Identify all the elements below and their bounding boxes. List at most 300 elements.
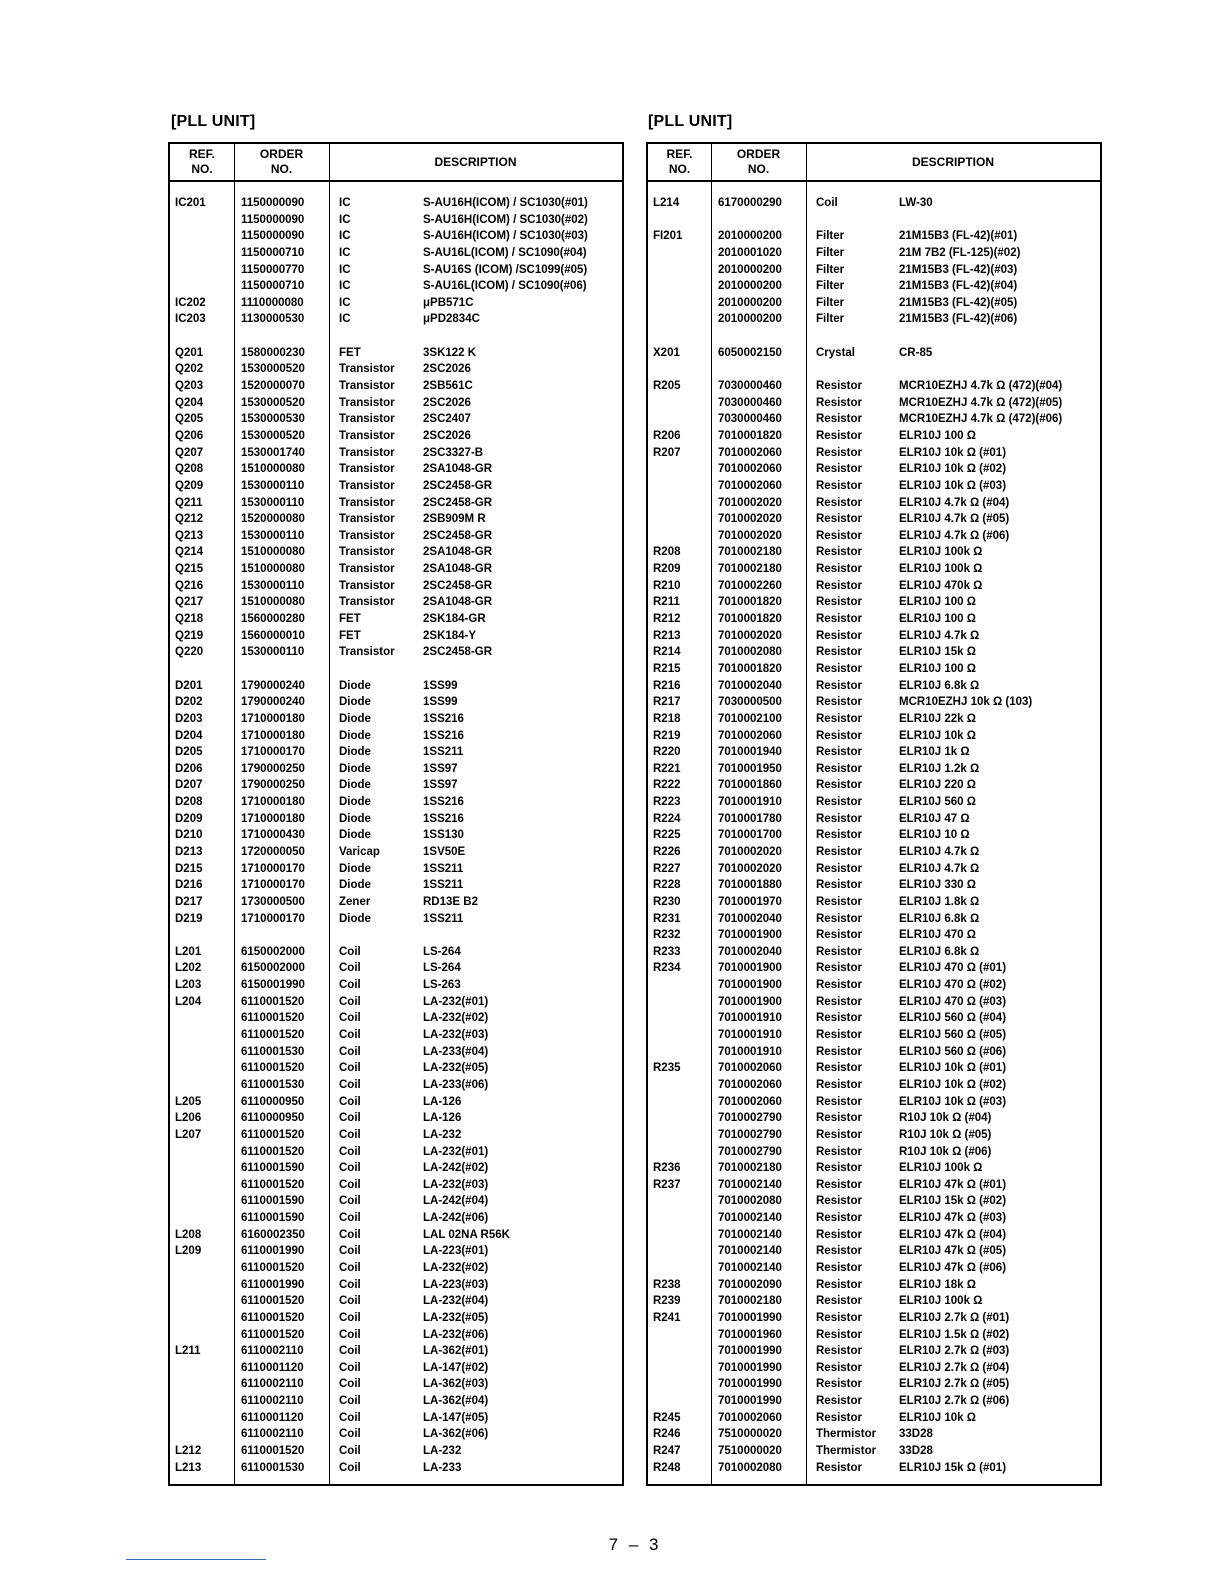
part-type-cell: Transistor: [339, 363, 395, 376]
part-type-cell: IC: [339, 280, 351, 293]
table-row: [648, 1228, 1100, 1245]
part-spec-cell: ELR10J 47k Ω (#06): [899, 1262, 1007, 1274]
part-spec-cell: LA-362(#06): [423, 1428, 489, 1441]
part-spec-cell: ELR10J 470 Ω (#02): [899, 979, 1007, 992]
part-spec-cell: ELR10J 100k Ω: [899, 1162, 983, 1175]
table-row: [170, 978, 622, 995]
ref-no-cell: R234: [653, 962, 681, 975]
part-type-cell: Coil: [339, 1278, 361, 1291]
part-spec-cell: LA-126: [423, 1112, 462, 1125]
order-no-header: [711, 144, 806, 180]
order-no-cell: 6110001590: [241, 1162, 305, 1175]
table-row: [648, 1161, 1100, 1178]
order-no-cell: 6110002110: [241, 1378, 304, 1391]
part-spec-cell: ELR10J 560 Ω (#06): [899, 1045, 1007, 1058]
order-no-cell: 1790000240: [241, 696, 305, 709]
order-no-cell: 1530000110: [241, 579, 305, 592]
part-spec-cell: ELR10J 100 Ω: [899, 596, 976, 609]
table-row: [170, 1244, 622, 1261]
table-row: [170, 246, 622, 263]
ref-no-cell: L208: [175, 1228, 202, 1241]
ref-no-cell: R206: [653, 429, 681, 442]
part-type-cell: Resistor: [816, 513, 863, 526]
table-row: [170, 379, 622, 396]
part-spec-cell: 2SA1048-GR: [423, 463, 493, 476]
ref-no-cell: R208: [653, 546, 681, 559]
order-no-cell: 7010002040: [718, 912, 782, 925]
part-spec-cell: MCR10EZHJ 4.7k Ω (472)(#06): [899, 413, 1063, 426]
order-no-cell: 1510000080: [241, 463, 305, 476]
table-row: [170, 346, 622, 363]
table-row: [170, 1394, 622, 1411]
ref-no-cell: R236: [653, 1162, 681, 1175]
part-type-cell: Resistor: [816, 812, 863, 825]
table-row: [170, 1294, 622, 1311]
part-spec-cell: ELR10J 15k Ω: [899, 646, 976, 659]
part-type-cell: Coil: [816, 197, 838, 209]
ref-no-cell: R219: [653, 729, 681, 742]
part-type-cell: Resistor: [816, 1195, 863, 1208]
table-row: [648, 928, 1100, 945]
part-spec-cell: ELR10J 100 Ω: [899, 429, 976, 442]
part-spec-cell: ELR10J 10k Ω: [899, 1411, 976, 1424]
part-type-cell: Resistor: [816, 1228, 863, 1241]
part-type-cell: Coil: [339, 995, 361, 1008]
table-row: [648, 978, 1100, 995]
part-type-cell: Coil: [339, 962, 361, 975]
table-row: [170, 512, 622, 529]
part-spec-cell: 1SS211: [423, 879, 464, 892]
part-spec-cell: 1SS211: [423, 862, 464, 875]
order-no-cell: 6110002110: [241, 1345, 304, 1358]
part-spec-cell: 2SA1048-GR: [423, 596, 493, 609]
table-row: [170, 529, 622, 546]
part-type-cell: Coil: [339, 1212, 361, 1225]
order-no-cell: 6110000950: [241, 1112, 305, 1125]
table-row: [170, 662, 622, 679]
part-type-cell: Resistor: [816, 1411, 863, 1424]
ref-no-cell: R216: [653, 679, 681, 692]
table-row: [648, 745, 1100, 762]
part-type-cell: Filter: [816, 263, 845, 276]
ref-no-cell: D215: [175, 862, 203, 875]
order-no-cell: 1520000080: [241, 513, 305, 526]
part-type-cell: Resistor: [816, 1029, 863, 1042]
part-type-cell: Resistor: [816, 1078, 863, 1091]
part-type-cell: Coil: [339, 1378, 361, 1391]
part-type-cell: Resistor: [816, 1012, 863, 1025]
table-row: [170, 462, 622, 479]
ref-no-cell: D206: [175, 762, 203, 775]
table-row: [648, 1394, 1100, 1411]
order-no-cell: 1530000520: [241, 429, 305, 442]
part-type-cell: Coil: [339, 1128, 361, 1141]
order-no-cell: 7010002040: [718, 945, 782, 958]
part-type-cell: IC: [339, 197, 351, 209]
table-row: [648, 462, 1100, 479]
part-spec-cell: LA-232: [423, 1445, 462, 1458]
table-row: [170, 1128, 622, 1145]
part-type-cell: Coil: [339, 1328, 361, 1341]
part-spec-cell: ELR10J 47 Ω: [899, 812, 970, 825]
order-no-cell: 7010002140: [718, 1228, 782, 1241]
part-type-cell: Transistor: [339, 546, 395, 559]
part-type-cell: Coil: [339, 1195, 361, 1208]
ref-no-cell: Q214: [175, 546, 204, 559]
table-row: [648, 1278, 1100, 1295]
part-spec-cell: μPB571C: [423, 296, 474, 309]
part-type-cell: Resistor: [816, 613, 863, 626]
part-type-cell: Transistor: [339, 446, 395, 459]
order-no-cell: 7010001990: [718, 1395, 782, 1408]
ref-no-cell: L201: [175, 945, 202, 958]
part-spec-cell: 33D28: [899, 1445, 933, 1458]
ref-no-cell: D205: [175, 746, 203, 759]
order-no-cell: 1530001740: [241, 446, 305, 459]
table-row: [648, 828, 1100, 845]
ref-no-cell: R228: [653, 879, 681, 892]
part-spec-cell: LA-362(#04): [423, 1395, 489, 1408]
ref-no-cell: R226: [653, 845, 681, 858]
part-spec-cell: LA-242(#06): [423, 1212, 489, 1225]
part-type-cell: Coil: [339, 1345, 361, 1358]
part-type-cell: Resistor: [816, 596, 863, 609]
table-row: [648, 1061, 1100, 1078]
part-type-cell: IC: [339, 246, 351, 259]
ref-no-cell: Q220: [175, 646, 204, 659]
order-no-cell: 7030000500: [718, 696, 782, 709]
part-type-cell: Resistor: [816, 1328, 863, 1341]
part-type-cell: Transistor: [339, 463, 395, 476]
order-no-cell: 7010001910: [718, 1012, 782, 1025]
ref-no-cell: X201: [653, 346, 680, 359]
part-spec-cell: 2SB561C: [423, 380, 473, 393]
part-spec-cell: LA-147(#02): [423, 1361, 489, 1374]
part-spec-cell: ELR10J 470 Ω (#01): [899, 962, 1007, 975]
order-no-cell: 7010002140: [718, 1178, 782, 1191]
part-spec-cell: 2SC3327-B: [423, 446, 484, 459]
table-row: [170, 961, 622, 978]
part-type-cell: Resistor: [816, 380, 863, 393]
part-spec-cell: LA-232(#02): [423, 1012, 489, 1025]
order-no-cell: 7010001970: [718, 895, 782, 908]
table-row: [648, 362, 1100, 379]
part-spec-cell: 1SS211: [423, 746, 464, 759]
order-no-cell: 2010000200: [718, 263, 782, 276]
order-no-cell: 7010002180: [718, 563, 782, 576]
table-row: [170, 279, 622, 296]
table-row: [170, 562, 622, 579]
ref-no-cell: Q211: [175, 496, 203, 509]
order-no-cell: 6110001520: [241, 1012, 305, 1025]
part-spec-cell: LA-233(#06): [423, 1078, 489, 1091]
part-type-cell: Coil: [339, 1295, 361, 1308]
order-no-cell: 7010002020: [718, 529, 782, 542]
order-no-cell: 7010001820: [718, 662, 782, 675]
order-no-cell: 7010002080: [718, 646, 782, 659]
ref-no-cell: R220: [653, 746, 681, 759]
part-type-cell: Diode: [339, 762, 371, 775]
part-type-cell: Resistor: [816, 1378, 863, 1391]
table-row: [170, 1078, 622, 1095]
part-type-cell: Coil: [339, 1311, 361, 1324]
order-no-cell: 1580000230: [241, 346, 305, 359]
table-row: [170, 795, 622, 812]
order-no-cell: 7510000020: [718, 1445, 782, 1458]
table-row: [170, 362, 622, 379]
order-no-cell: 7010002060: [718, 479, 782, 492]
table-row: [648, 845, 1100, 862]
ref-no-cell: Q204: [175, 396, 204, 409]
table-row: [648, 512, 1100, 529]
ref-no-cell: R215: [653, 662, 681, 675]
order-no-cell: 1720000050: [241, 845, 305, 858]
table-row: [170, 479, 622, 496]
ref-no-cell: R237: [653, 1178, 681, 1191]
order-no-cell: 1790000240: [241, 679, 305, 692]
part-type-cell: Diode: [339, 862, 371, 875]
part-type-cell: Resistor: [816, 1128, 863, 1141]
ref-no-cell: Q209: [175, 479, 204, 492]
ref-no-cell: D213: [175, 845, 203, 858]
description-header: [329, 144, 622, 180]
part-type-cell: Coil: [339, 1178, 361, 1191]
part-spec-cell: 2SB909M R: [423, 513, 486, 526]
part-type-cell: Diode: [339, 712, 371, 725]
ref-no-cell: D202: [175, 696, 203, 709]
part-spec-cell: LA-232(#04): [423, 1295, 489, 1308]
table-row: [170, 729, 622, 746]
part-spec-cell: 1SS216: [423, 812, 464, 825]
ref-no-cell: D210: [175, 829, 203, 842]
part-spec-cell: μPD2834C: [423, 313, 480, 326]
part-spec-cell: 2SC2026: [423, 396, 471, 409]
part-type-cell: Diode: [339, 729, 371, 742]
order-no-cell: 7010002790: [718, 1145, 782, 1158]
part-spec-cell: 2SC2407: [423, 413, 471, 426]
ref-no-cell: Q219: [175, 629, 204, 642]
part-spec-cell: 2SC2458-GR: [423, 479, 493, 492]
ref-no-cell: L204: [175, 995, 202, 1008]
table-row: [648, 895, 1100, 912]
ref-no-cell: Q206: [175, 429, 204, 442]
order-no-cell: 7010001700: [718, 829, 782, 842]
table-row: [170, 329, 622, 346]
order-no-cell: 1130000530: [241, 313, 305, 326]
part-type-cell: Resistor: [816, 1295, 863, 1308]
part-spec-cell: LA-147(#05): [423, 1411, 489, 1424]
ref-no-cell: Q216: [175, 579, 204, 592]
table-row: [648, 1328, 1100, 1345]
table-header: [648, 144, 1100, 182]
order-no-cell: 6110001520: [241, 1295, 305, 1308]
table-row: [648, 729, 1100, 746]
part-type-cell: Filter: [816, 246, 845, 259]
ref-no-cell: D219: [175, 912, 203, 925]
ref-no-cell: Q208: [175, 463, 204, 476]
order-header-line1: ORDER: [259, 147, 304, 161]
ref-no-header: [170, 144, 234, 180]
part-spec-cell: 2SA1048-GR: [423, 563, 493, 576]
order-no-cell: 7010001900: [718, 995, 782, 1008]
part-spec-cell: LA-223(#03): [423, 1278, 489, 1291]
part-spec-cell: ELR10J 10k Ω (#01): [899, 1062, 1007, 1075]
table-row: [170, 995, 622, 1012]
order-no-cell: 2010000200: [718, 280, 782, 293]
order-no-cell: 7010001990: [718, 1311, 782, 1324]
part-type-cell: Coil: [339, 1162, 361, 1175]
ref-no-cell: FI201: [653, 230, 683, 243]
order-no-cell: 7010001990: [718, 1378, 782, 1391]
part-type-cell: Resistor: [816, 1178, 863, 1191]
table-row: [170, 878, 622, 895]
part-spec-cell: ELR10J 18k Ω: [899, 1278, 976, 1291]
part-type-cell: Resistor: [816, 829, 863, 842]
part-spec-cell: ELR10J 10k Ω (#02): [899, 1078, 1007, 1091]
ref-no-cell: L206: [175, 1112, 202, 1125]
table-row: [648, 1444, 1100, 1461]
part-type-cell: Coil: [339, 979, 361, 992]
order-no-cell: 7010001990: [718, 1345, 782, 1358]
ref-no-cell: R232: [653, 929, 681, 942]
order-no-cell: 1530000110: [241, 496, 305, 509]
order-no-cell: 1150000090: [241, 197, 305, 209]
ref-no-cell: R239: [653, 1295, 681, 1308]
part-spec-cell: LW-30: [899, 197, 933, 209]
table-row: [648, 1028, 1100, 1045]
order-no-cell: 6170000290: [718, 197, 782, 209]
part-type-cell: Coil: [339, 1045, 361, 1058]
part-spec-cell: ELR10J 560 Ω: [899, 796, 976, 809]
order-header-line1: ORDER: [736, 147, 781, 161]
part-type-cell: Transistor: [339, 413, 395, 426]
ref-no-cell: Q217: [175, 596, 204, 609]
order-no-cell: 7010002080: [718, 1195, 782, 1208]
order-no-cell: 6110001530: [241, 1045, 305, 1058]
part-spec-cell: ELR10J 15k Ω (#02): [899, 1195, 1007, 1208]
order-no-cell: 7010001900: [718, 979, 782, 992]
order-no-cell: 7010001820: [718, 613, 782, 626]
order-no-cell: 1520000070: [241, 380, 305, 393]
part-type-cell: Resistor: [816, 962, 863, 975]
part-type-cell: Resistor: [816, 679, 863, 692]
part-spec-cell: S-AU16L(ICOM) / SC1090(#06): [423, 280, 587, 293]
part-spec-cell: 33D28: [899, 1428, 933, 1441]
ref-no-cell: D201: [175, 679, 203, 692]
part-type-cell: Resistor: [816, 712, 863, 725]
order-no-cell: 1730000500: [241, 895, 305, 908]
part-spec-cell: ELR10J 560 Ω (#05): [899, 1029, 1007, 1042]
part-type-cell: Resistor: [816, 929, 863, 942]
part-type-cell: Resistor: [816, 879, 863, 892]
order-no-cell: 1710000180: [241, 796, 305, 809]
part-spec-cell: ELR10J 15k Ω (#01): [899, 1461, 1007, 1474]
part-type-cell: IC: [339, 213, 351, 226]
order-no-cell: 6110001520: [241, 1062, 305, 1075]
order-no-cell: 1710000170: [241, 746, 305, 759]
order-no-cell: 6150002000: [241, 945, 305, 958]
part-type-cell: FET: [339, 346, 361, 359]
ref-no-header: [648, 144, 711, 180]
table-row: [648, 246, 1100, 263]
right-table-body: [648, 196, 1100, 1477]
table-row: [648, 1427, 1100, 1444]
table-row: [170, 828, 622, 845]
part-type-cell: Diode: [339, 679, 371, 692]
part-spec-cell: ELR10J 47k Ω (#04): [899, 1228, 1007, 1241]
ref-no-cell: D208: [175, 796, 203, 809]
ref-no-cell: R224: [653, 812, 681, 825]
part-type-cell: Coil: [339, 1461, 361, 1474]
order-no-cell: 7030000460: [718, 413, 782, 426]
order-no-cell: 7010001820: [718, 429, 782, 442]
part-type-cell: Transistor: [339, 563, 395, 576]
table-row: [648, 213, 1100, 230]
part-spec-cell: ELR10J 4.7k Ω (#06): [899, 529, 1010, 542]
table-row: [648, 679, 1100, 696]
order-no-cell: 7010002260: [718, 579, 782, 592]
table-row: [648, 1178, 1100, 1195]
part-spec-cell: LAL 02NA R56K: [423, 1228, 510, 1241]
order-no-cell: 7010002060: [718, 463, 782, 476]
part-type-cell: Resistor: [816, 429, 863, 442]
part-type-cell: Resistor: [816, 396, 863, 409]
order-no-cell: 7010002060: [718, 1411, 782, 1424]
part-type-cell: Resistor: [816, 1062, 863, 1075]
order-no-cell: 6110001520: [241, 1178, 305, 1191]
part-type-cell: Transistor: [339, 579, 395, 592]
part-type-cell: Transistor: [339, 429, 395, 442]
part-type-cell: Resistor: [816, 646, 863, 659]
order-no-cell: 7010002020: [718, 845, 782, 858]
part-spec-cell: 1SS99: [423, 696, 458, 709]
part-spec-cell: ELR10J 10k Ω: [899, 729, 976, 742]
order-no-cell: 7010002180: [718, 546, 782, 559]
part-type-cell: Transistor: [339, 380, 395, 393]
order-no-cell: 6110001990: [241, 1278, 305, 1291]
table-row: [648, 1311, 1100, 1328]
table-row: [170, 1361, 622, 1378]
part-spec-cell: R10J 10k Ω (#04): [899, 1112, 992, 1125]
order-no-cell: 7030000460: [718, 380, 782, 393]
order-no-cell: 7010001780: [718, 812, 782, 825]
order-no-cell: 7010001990: [718, 1361, 782, 1374]
ref-no-cell: R223: [653, 796, 681, 809]
table-row: [648, 945, 1100, 962]
table-row: [170, 1011, 622, 1028]
part-type-cell: Transistor: [339, 596, 395, 609]
part-spec-cell: ELR10J 4.7k Ω (#04): [899, 496, 1010, 509]
ref-no-cell: R241: [653, 1311, 681, 1324]
order-no-cell: 1560000010: [241, 629, 305, 642]
right-unit-title: [PLL UNIT]: [648, 113, 733, 130]
part-type-cell: Zener: [339, 895, 371, 908]
ref-no-cell: Q203: [175, 380, 204, 393]
part-spec-cell: 3SK122 K: [423, 346, 477, 359]
part-spec-cell: ELR10J 100k Ω: [899, 1295, 983, 1308]
ref-no-cell: R246: [653, 1428, 681, 1441]
order-no-cell: 6110001120: [241, 1361, 304, 1374]
table-row: [648, 1294, 1100, 1311]
part-type-cell: Resistor: [816, 1045, 863, 1058]
ref-no-cell: R211: [653, 596, 680, 609]
ref-no-cell: R210: [653, 579, 681, 592]
part-spec-cell: ELR10J 470 Ω (#03): [899, 995, 1007, 1008]
part-spec-cell: ELR10J 1.2k Ω: [899, 762, 980, 775]
ref-no-cell: L212: [175, 1445, 202, 1458]
ref-header-line2: NO.: [191, 162, 213, 176]
part-spec-cell: 2SC2026: [423, 429, 471, 442]
